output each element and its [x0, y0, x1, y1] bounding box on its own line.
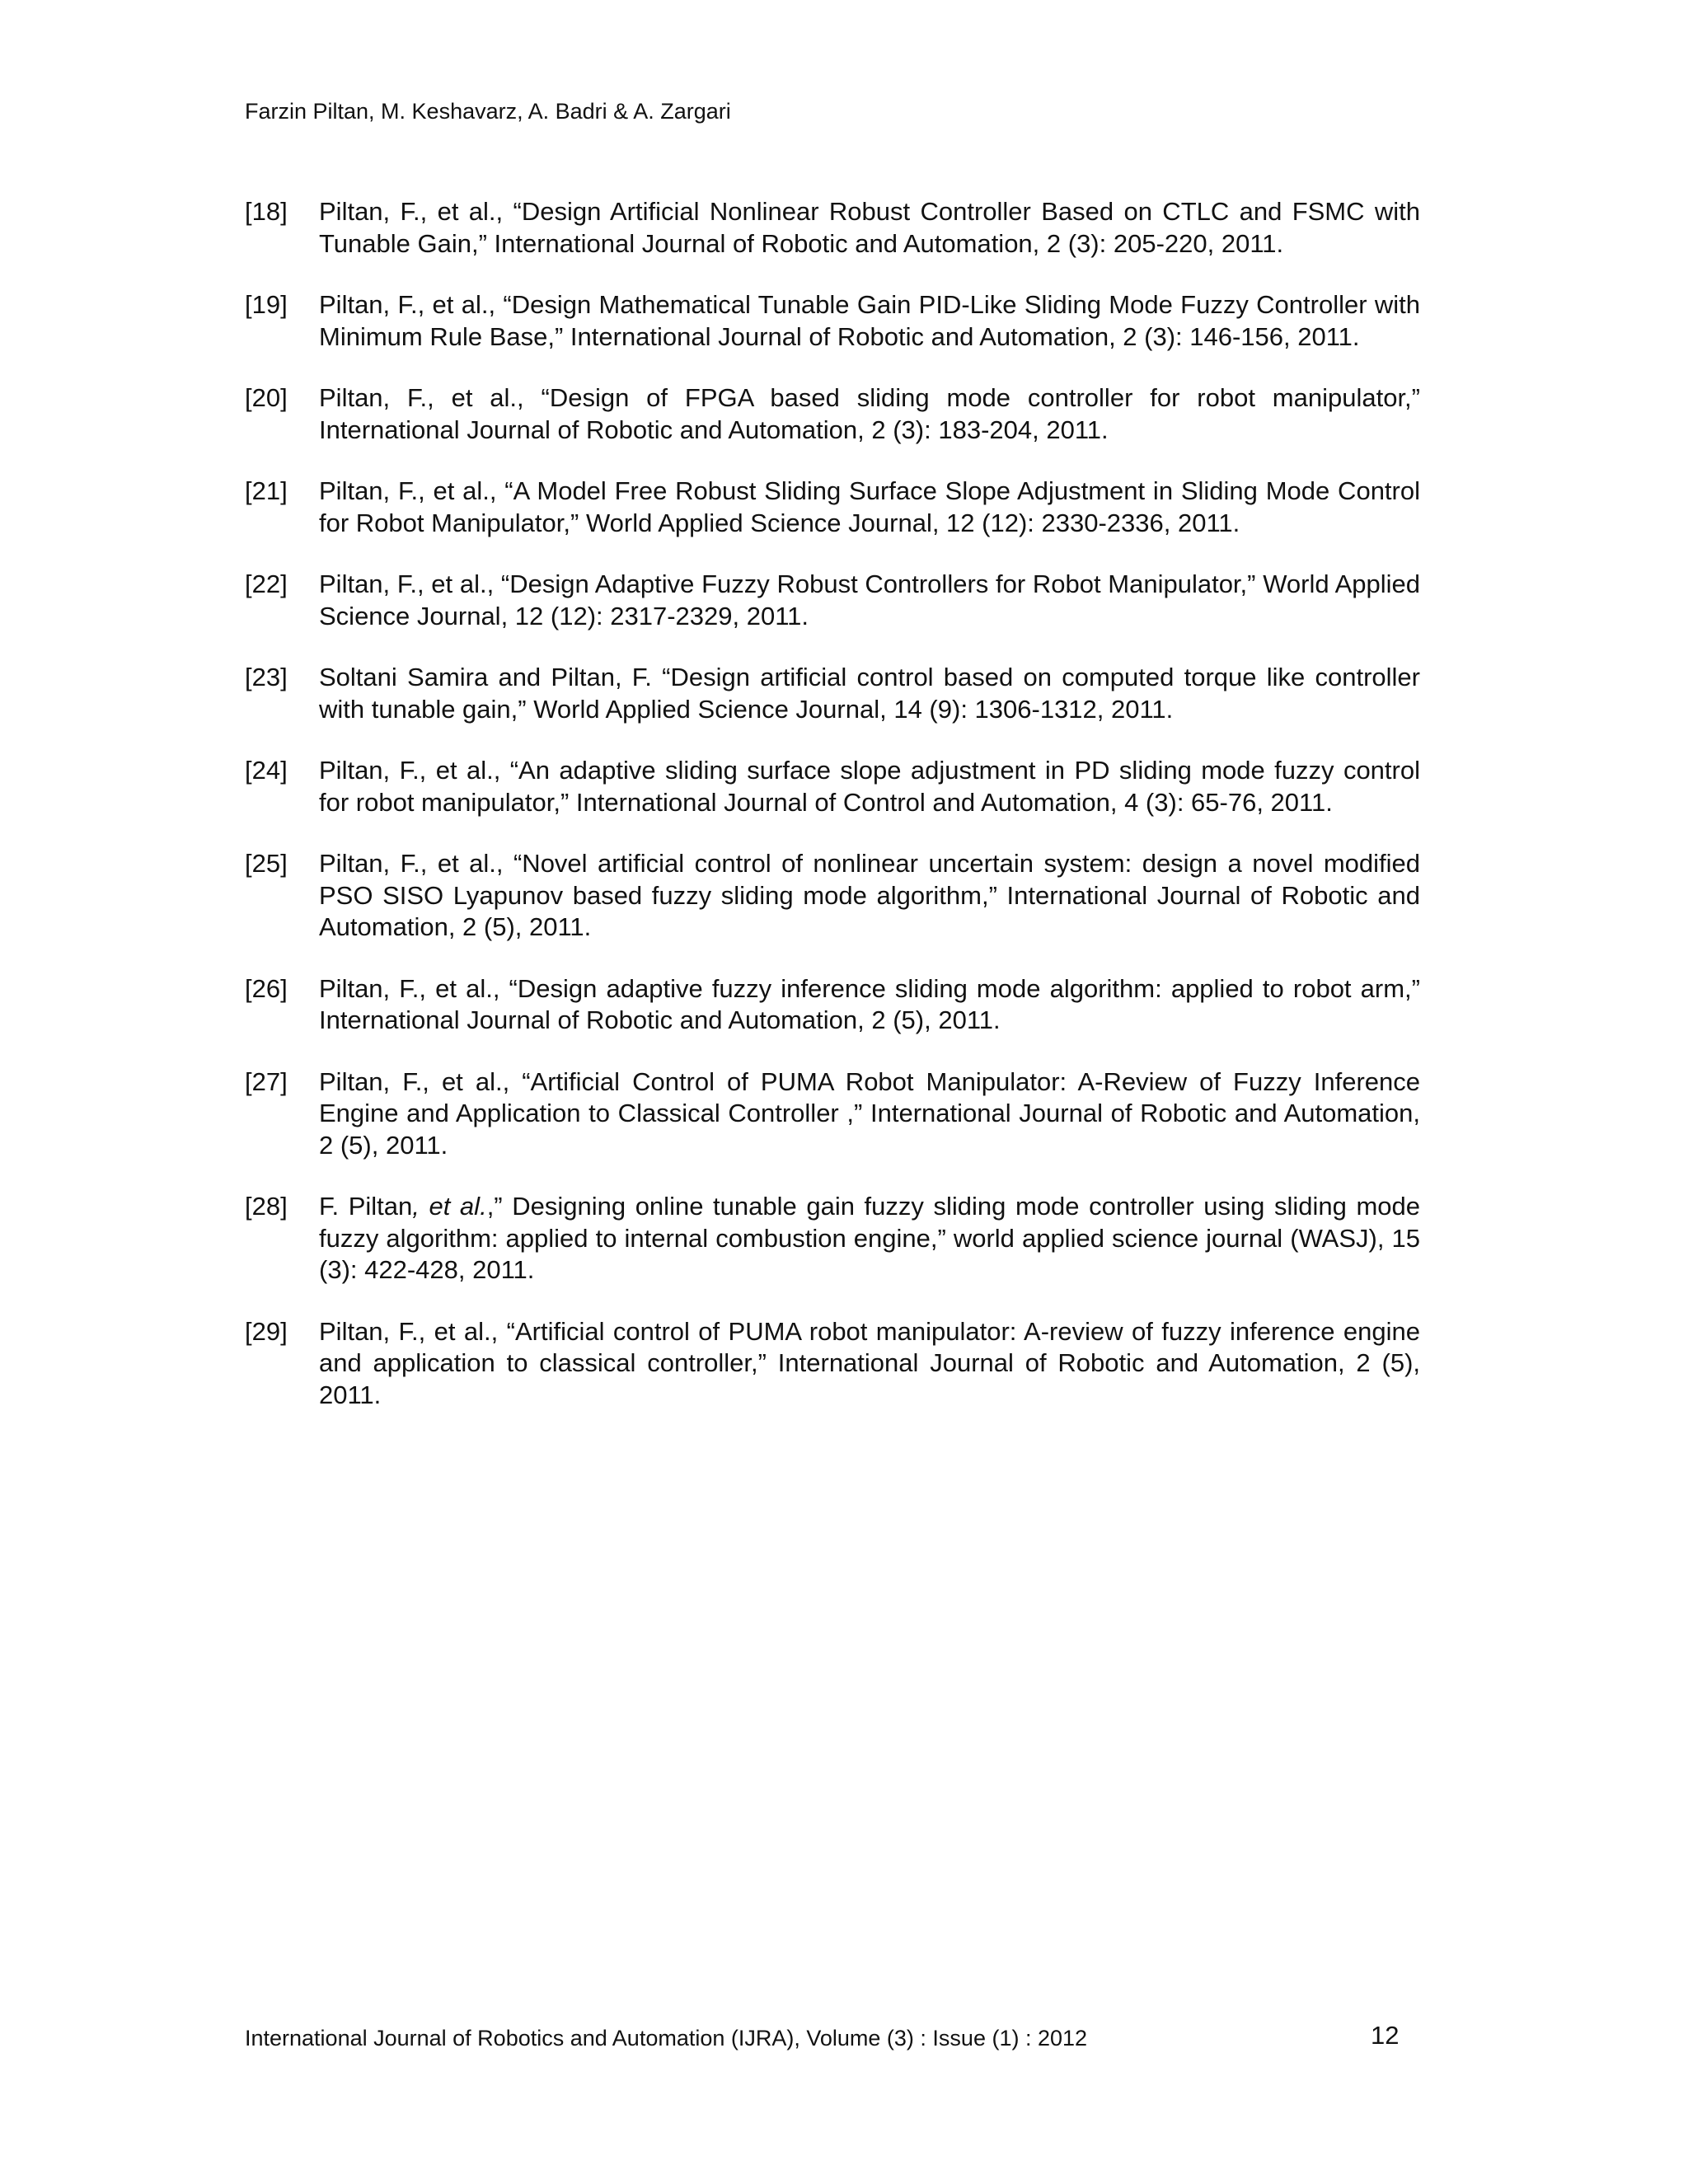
reference-text: Soltani Samira and Piltan, F. “Design artificial control based on computed torque like controller with tunable gain,” World Applied Science Journal, 14 (9): 1306-1312, 2011. [319, 663, 1420, 724]
reference-number: [22] [245, 569, 288, 598]
reference-20 [245, 382, 1420, 446]
reference-number: [19] [245, 290, 288, 319]
reference-27 [245, 1066, 1420, 1162]
reference-text: Piltan, F., et al., “An adaptive sliding surface slope adjustment in PD sliding mode fuzzy control for robot manipulator,” International Journal of Control and Automation, 4 (3): 65-76, 2011. [319, 756, 1420, 817]
reference-text: Piltan, F., et al., “Design Mathematical Tunable Gain PID-Like Sliding Mode Fuzzy Controller with Minimum Rule Base,” International Journal of Robotic and Automation, 2 (3): 146-156, 2011. [319, 290, 1420, 351]
reference-text: Piltan, F., et al., “Design adaptive fuzzy inference sliding mode algorithm: applied to robot arm,” International Journal of Robotic and Automation, 2 (5), 2011. [319, 973, 1420, 1034]
reference-citation: ,” Designing online tunable gain fuzzy sliding mode controller using sliding mode fuzzy algorithm: applied to internal combustion engine,” world applied science journal (WASJ), 15 (3): 422-428, 2011. [319, 1192, 1420, 1284]
reference-number: [29] [245, 1316, 288, 1346]
reference-author: F. Piltan [319, 1192, 413, 1221]
reference-number: [20] [245, 383, 288, 412]
reference-number: [25] [245, 849, 288, 878]
reference-24 [245, 755, 1420, 818]
reference-26 [245, 973, 1420, 1037]
reference-number: [23] [245, 663, 288, 691]
reference-number: [21] [245, 476, 288, 505]
reference-list [245, 196, 1420, 1441]
reference-number: [27] [245, 1066, 288, 1096]
running-footer-journal: International Journal of Robotics and Automation (IJRA), Volume (3) : Issue (1) : 2012 [245, 2026, 1088, 2050]
reference-18 [245, 196, 1420, 260]
reference-text: Piltan, F., et al., “A Model Free Robust Sliding Surface Slope Adjustment in Sliding Mode Control for Robot Manipulator,” World Applied Science Journal, 12 (12): 2330-2336, 2011. [319, 476, 1420, 537]
reference-28 [245, 1191, 1420, 1286]
reference-text: Piltan, F., et al., “Design of FPGA based sliding mode controller for robot manipulator,” International Journal of Robotic and Automation, 2 (3): 183-204, 2011. [319, 383, 1420, 444]
reference-text: Piltan, F., et al., “Artificial Control of PUMA Robot Manipulator: A-Review of Fuzzy Inference Engine and Application to Classical Controller ,” International Journal of Robotic and Automation, 2 (5), 2011. [319, 1066, 1420, 1160]
reference-text [319, 1191, 1420, 1286]
reference-25 [245, 848, 1420, 944]
reference-et-al: , et al. [412, 1192, 487, 1221]
reference-23 [245, 662, 1420, 725]
reference-number: [28] [245, 1192, 288, 1221]
reference-number: [24] [245, 756, 288, 785]
reference-number: [18] [245, 197, 288, 226]
reference-21 [245, 476, 1420, 539]
reference-number: [26] [245, 973, 288, 1003]
running-header-authors: Farzin Piltan, M. Keshavarz, A. Badri & A. Zargari [245, 99, 731, 124]
reference-text: Piltan, F., et al., “Design Adaptive Fuzzy Robust Controllers for Robot Manipulator,” World Applied Science Journal, 12 (12): 2317-2329, 2011. [319, 569, 1420, 630]
reference-29 [245, 1316, 1420, 1412]
page-number: 12 [1371, 2021, 1400, 2050]
reference-text: Piltan, F., et al., “Design Artificial Nonlinear Robust Controller Based on CTLC and FSMC with Tunable Gain,” International Journal of Robotic and Automation, 2 (3): 205-220, 2011. [319, 197, 1420, 258]
reference-22 [245, 569, 1420, 632]
reference-text: Piltan, F., et al., “Novel artificial control of nonlinear uncertain system: design a novel modified PSO SISO Lyapunov based fuzzy sliding mode algorithm,” International Journal of Robotic and Automation, 2 (5), 2011. [319, 849, 1420, 941]
reference-text: Piltan, F., et al., “Artificial control of PUMA robot manipulator: A-review of fuzzy inference engine and application to classical controller,” International Journal of Robotic and Automation, 2 (5), 2011. [319, 1316, 1420, 1409]
reference-19 [245, 289, 1420, 353]
